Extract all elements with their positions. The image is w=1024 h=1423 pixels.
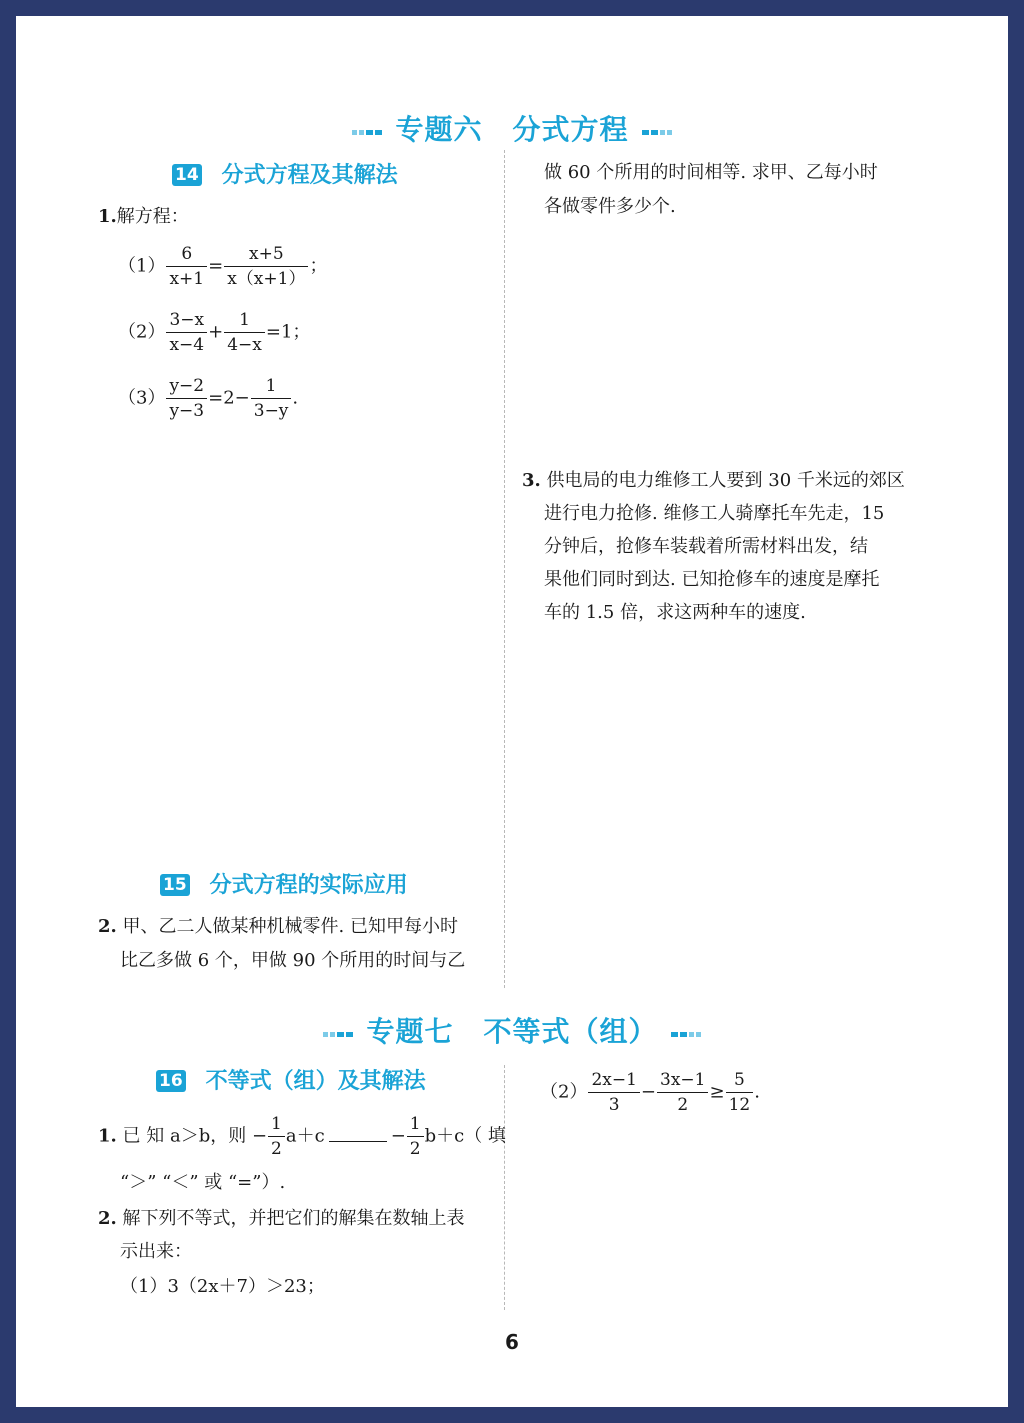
question-3-label: 3. xyxy=(522,470,541,491)
numerator: 2x−1 xyxy=(588,1068,639,1093)
question-3-text: 供电局的电力维修工人要到 30 千米远的郊区 xyxy=(546,470,905,491)
numerator: 1 xyxy=(224,308,265,333)
fraction xyxy=(657,1068,708,1117)
topic-six-name: 专题六 xyxy=(395,113,483,146)
answer-blank[interactable] xyxy=(329,1141,387,1142)
numerator: 6 xyxy=(166,242,207,267)
question-2-line-2: 比乙多做 6 个，甲做 90 个所用的时间与乙 xyxy=(120,950,466,971)
inequality-q1-term: a＋c xyxy=(285,1125,325,1147)
numerator: y−2 xyxy=(166,374,207,399)
section-16-heading xyxy=(156,1064,426,1095)
equation-2 xyxy=(118,308,310,357)
section-14-title: 分式方程及其解法 xyxy=(221,163,398,188)
numerator: 3−x xyxy=(166,308,207,333)
topic-seven-heading xyxy=(0,1010,1024,1050)
plus-sign: + xyxy=(208,321,224,343)
fraction xyxy=(251,374,292,423)
decor-dots-left xyxy=(322,1017,354,1050)
column-divider-bottom xyxy=(504,1065,505,1310)
inequality-q1-prefix: 已 知 a＞b，则 − xyxy=(122,1125,268,1147)
column-divider-top xyxy=(504,150,505,988)
denominator: x−4 xyxy=(169,335,205,355)
question-1-text: 解方程： xyxy=(116,206,189,227)
question-3-line-5: 车的 1.5 倍，求这两种车的速度. xyxy=(544,602,806,623)
question-1-intro xyxy=(98,200,189,233)
numerator: x+5 xyxy=(224,242,308,267)
minus-sign: − xyxy=(640,1081,657,1103)
denominator: y−3 xyxy=(169,401,205,421)
inequality-q2-part-2 xyxy=(540,1068,760,1117)
equation-3 xyxy=(118,374,298,423)
decor-dots-right xyxy=(641,115,673,148)
question-3-line-3: 分钟后，抢修车装载着所需材料出发，结 xyxy=(544,536,868,557)
right-hand-side: =1； xyxy=(265,321,311,343)
inequality-q1-label: 1. xyxy=(98,1125,117,1147)
part-2-index: （2） xyxy=(540,1081,588,1103)
equals-sign: = xyxy=(208,255,224,277)
fraction xyxy=(166,242,207,291)
fraction xyxy=(224,242,308,291)
numerator: 5 xyxy=(726,1068,754,1093)
inequality-q2-line-2: 示出来： xyxy=(120,1241,192,1262)
inequality-q2-label: 2. xyxy=(98,1208,117,1229)
inequality-q1-suffix: b＋c（ 填 xyxy=(424,1125,506,1147)
decor-dots-left xyxy=(351,115,383,148)
fraction xyxy=(268,1112,285,1161)
decor-dots-right xyxy=(670,1017,702,1050)
denominator: 4−x xyxy=(227,335,262,355)
section-16-number: 16 xyxy=(156,1070,186,1092)
question-2-line-4: 各做零件多少个. xyxy=(544,196,676,217)
denominator: 3−y xyxy=(253,401,289,421)
numerator: 1 xyxy=(407,1112,424,1137)
denominator: x+1 xyxy=(169,269,205,289)
denominator: 2 xyxy=(677,1095,689,1115)
denominator: 2 xyxy=(271,1139,282,1159)
denominator: 3 xyxy=(608,1095,620,1115)
topic-six-heading xyxy=(0,108,1024,148)
equation-1-index: （1） xyxy=(118,255,166,277)
equation-3-index: （3） xyxy=(118,387,166,409)
section-14-heading xyxy=(172,158,398,189)
middle-term: =2− xyxy=(208,387,250,409)
inequality-q2-line-1 xyxy=(98,1202,465,1235)
topic-seven-name: 专题七 xyxy=(366,1015,454,1048)
question-2-line-1 xyxy=(98,910,458,943)
question-1-label: 1. xyxy=(98,206,117,227)
semicolon: ； xyxy=(309,255,328,277)
fraction xyxy=(588,1068,639,1117)
numerator: 1 xyxy=(251,374,292,399)
denominator: 12 xyxy=(728,1095,751,1115)
equation-2-index: （2） xyxy=(118,321,166,343)
equation-1 xyxy=(118,242,327,291)
question-2-line-3: 做 60 个所用的时间相等. 求甲、乙每小时 xyxy=(544,162,878,183)
period: . xyxy=(754,1081,760,1103)
page-number: 6 xyxy=(505,1330,519,1354)
minus-sign: − xyxy=(390,1125,406,1147)
period: . xyxy=(292,387,299,409)
inequality-q1-line-2: “＞” “＜” 或 “=”）. xyxy=(120,1172,286,1193)
denominator: x（x+1） xyxy=(227,269,306,289)
numerator: 3x−1 xyxy=(657,1068,708,1093)
numerator: 1 xyxy=(268,1112,285,1137)
fraction xyxy=(166,374,207,423)
question-2-label: 2. xyxy=(98,916,117,937)
section-16-title: 不等式（组）及其解法 xyxy=(205,1069,426,1094)
question-2-text: 甲、乙二人做某种机械零件. 已知甲每小时 xyxy=(122,916,458,937)
fraction xyxy=(166,308,207,357)
section-15-number: 15 xyxy=(160,874,190,896)
question-3-line-4: 果他们同时到达. 已知抢修车的速度是摩托 xyxy=(544,569,880,590)
question-3-line-1 xyxy=(522,464,905,497)
fraction xyxy=(224,308,265,357)
fraction xyxy=(407,1112,424,1161)
section-14-number: 14 xyxy=(172,164,202,186)
inequality-question-1 xyxy=(98,1112,506,1161)
greater-equal-sign: ≥ xyxy=(709,1081,725,1103)
inequality-q2-part-1: （1）3（2x＋7）＞23； xyxy=(120,1276,325,1297)
denominator: 2 xyxy=(409,1139,421,1159)
topic-six-title: 分式方程 xyxy=(512,113,629,146)
section-15-heading xyxy=(160,868,408,899)
inequality-q2-text: 解下列不等式，并把它们的解集在数轴上表 xyxy=(122,1208,465,1229)
fraction xyxy=(726,1068,754,1117)
question-3-line-2: 进行电力抢修. 维修工人骑摩托车先走，15 xyxy=(544,503,885,524)
topic-seven-title: 不等式（组） xyxy=(483,1015,658,1048)
section-15-title: 分式方程的实际应用 xyxy=(209,873,408,898)
